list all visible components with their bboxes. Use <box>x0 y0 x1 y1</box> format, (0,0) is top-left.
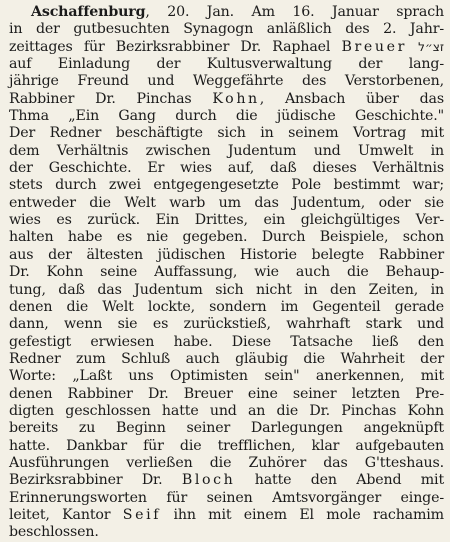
text-line <box>9 334 444 351</box>
text-segment: leitet, Kantor <box>9 506 123 523</box>
text-line <box>9 143 444 160</box>
text-line <box>9 229 444 246</box>
person-name: Kohn <box>212 90 260 107</box>
person-name: Seif <box>122 506 162 523</box>
text-segment: stets durch zwei entgegengesetzte Pole bestimmt war; <box>9 177 444 194</box>
text-segment: Dr. Kohn seine Auffassung, wie auch die Behaup- <box>9 264 444 281</box>
text-segment: dem Verhältnis zwischen Judentum und Umwelt in <box>9 142 444 159</box>
text-segment: ihn mit einem El mole rachamim <box>161 506 444 523</box>
person-name: Bloch <box>181 472 236 489</box>
text-segment: entweder die Welt warb um das Judentum, oder sie <box>9 194 444 211</box>
text-line <box>9 507 444 524</box>
text-line <box>9 403 444 420</box>
text-segment: hatte. Dankbar für die trefflichen, klar aufgebauten <box>9 437 444 454</box>
text-segment: wies es zurück. Ein Drittes, ein gleichgültiges Ver- <box>9 212 444 229</box>
text-segment: gefestigt erwiesen habe. Diese Tatsache ließ den <box>9 333 444 350</box>
text-segment: auf Einladung der Kultusverwaltung der lang- <box>9 56 444 73</box>
hebrew-honorific: זצ״ל <box>418 39 444 54</box>
text-segment: , Ansbach über das <box>259 90 444 107</box>
person-name: Breuer <box>341 38 407 55</box>
text-line <box>9 4 444 21</box>
text-line <box>9 21 444 38</box>
text-segment: jährige Freund und Weggefährte des Verstorbenen, <box>9 73 444 90</box>
text-line <box>9 455 444 472</box>
text-line <box>9 177 444 194</box>
text-line <box>9 438 444 455</box>
text-line <box>9 282 444 299</box>
text-line <box>9 195 444 212</box>
text-segment: in der gutbesuchten Synagogn anläßlich des 2. Jahr- <box>9 21 444 38</box>
text-line <box>9 247 444 264</box>
text-segment: bereits zu Beginn seiner Darlegungen angeknüpft <box>9 420 444 437</box>
text-segment: Ausführungen verließen die Zuhörer das G'tteshaus. <box>9 454 444 471</box>
text-segment: der Geschichte. Er wies auf, daß dieses Verhältnis <box>9 160 444 177</box>
text-segment: digten geschlossen hatte und an die Dr. Pinchas Kohn <box>9 402 444 419</box>
text-line <box>9 56 444 73</box>
article-body <box>9 4 444 542</box>
text-line <box>9 212 444 229</box>
text-line <box>9 125 444 142</box>
text-line <box>9 39 444 56</box>
dateline-place: Aschaffenburg <box>31 4 146 20</box>
text-segment: , 20. Jan. Am 16. Januar sprach <box>145 4 444 20</box>
text-line <box>9 160 444 177</box>
text-segment <box>407 39 418 55</box>
text-line <box>9 420 444 437</box>
text-segment: Thma „Ein Gang durch die jüdische Geschichte." <box>9 108 444 125</box>
text-line <box>9 490 444 507</box>
text-line <box>9 316 444 333</box>
text-segment: Bezirksrabbiner Dr. <box>9 472 182 489</box>
text-line <box>9 73 444 90</box>
text-segment: dann, wenn sie es zurückstieß, wahrhaft stark und <box>9 316 444 333</box>
text-line <box>9 108 444 125</box>
text-line <box>9 472 444 489</box>
text-segment: hatte den Abend mit <box>235 472 444 489</box>
text-segment: Erinnerungsworten für seinen Amtsvorgänger einge- <box>9 489 444 506</box>
text-segment: tung, daß das Judentum sich nicht in den Zeiten, in <box>9 281 444 298</box>
text-segment: Rabbiner Dr. Pinchas <box>9 90 213 107</box>
text-segment: zeittages für Bezirksrabbiner Dr. Raphael <box>9 38 342 55</box>
text-segment: halten habe es nie gegeben. Durch Beispiele, schon <box>9 229 444 246</box>
text-line <box>9 264 444 281</box>
text-segment: denen Rabbiner Dr. Breuer eine seiner letzten Pre- <box>9 385 444 402</box>
text-line <box>9 351 444 368</box>
text-line <box>9 299 444 316</box>
text-line <box>9 91 444 108</box>
text-segment: beschlossen. <box>9 524 99 541</box>
text-line <box>9 368 444 385</box>
text-segment: denen die Welt lockte, sondern im Gegenteil gerade <box>9 298 444 315</box>
text-segment: Worte: „Laßt uns Optimisten sein" anerkennen, mit <box>9 368 444 385</box>
text-segment: Redner zum Schluß auch gläubig die Wahrheit der <box>9 350 444 367</box>
text-segment: aus der ältesten jüdischen Historie belegte Rabbiner <box>9 246 444 263</box>
text-segment: Der Redner beschäftigte sich in seinem Vortrag mit <box>9 125 444 142</box>
text-line <box>9 386 444 403</box>
